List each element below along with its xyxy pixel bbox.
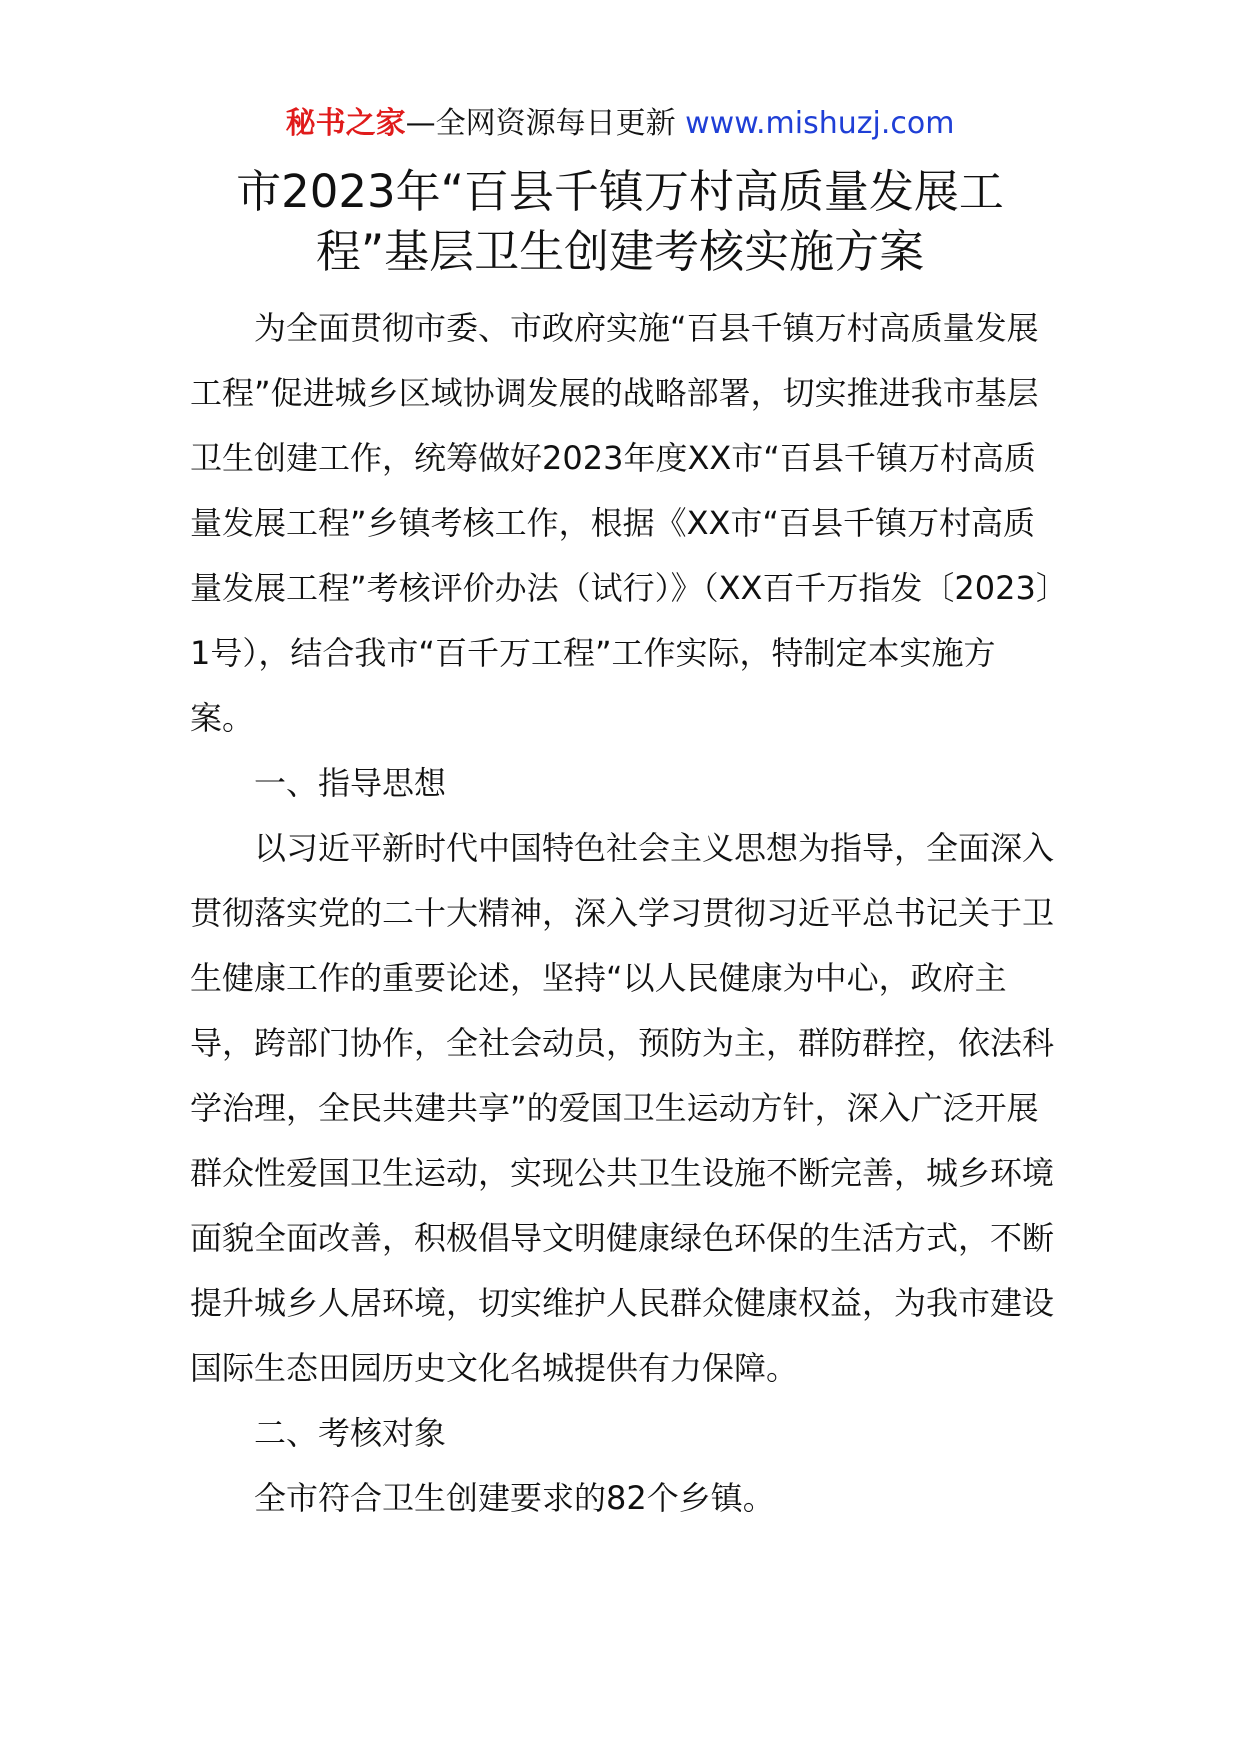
intro-paragraph: 为全面贯彻市委、市政府实施“百县千镇万村高质量发展工程”促进城乡区域协调发展的战略部署，切实推进我市基层卫生创建工作，统筹做好2023年度XX市“百县千镇万村高质量发展工程”乡镇考核工作，根据《XX市“百县千镇万村高质量发展工程”考核评价办法（试行）》（XX百千万指发〔2023〕1号），结合我市“百千万工程”工作实际，特制定本实施方案。 <box>190 309 1052 737</box>
site-url-link[interactable]: www.mishuzj.com <box>685 106 955 141</box>
header-tagline: —全网资源每日更新 <box>405 106 676 141</box>
document-body <box>190 296 1055 1531</box>
section-heading-assessment-target: 二、考核对象 <box>254 1414 447 1452</box>
document-title: 市2023年“百县千镇万村高质量发展工程”基层卫生创建考核实施方案 <box>236 165 1004 278</box>
guiding-ideology-paragraph: 以习近平新时代中国特色社会主义思想为指导，全面深入贯彻落实党的二十大精神，深入学习贯彻习近平总书记关于卫生健康工作的重要论述，坚持“以人民健康为中心，政府主导，跨部门协作，全社会动员，预防为主，群防群控，依法科学治理，全民共建共享”的爱国卫生运动方针，深入广泛开展群众性爱国卫生运动，实现公共卫生设施不断完善，城乡环境面貌全面改善，积极倡导文明健康绿色环保的生活方式，不断提升城乡人居环境，切实维护人民群众健康权益，为我市建设国际生态田园历史文化名城提供有力保障。 <box>190 829 1055 1387</box>
assessment-target-paragraph: 全市符合卫生创建要求的82个乡镇。 <box>254 1479 775 1517</box>
brand-name: 秘书之家 <box>285 106 406 141</box>
site-header <box>0 104 1240 144</box>
section-heading-guiding-ideology: 一、指导思想 <box>254 764 447 802</box>
